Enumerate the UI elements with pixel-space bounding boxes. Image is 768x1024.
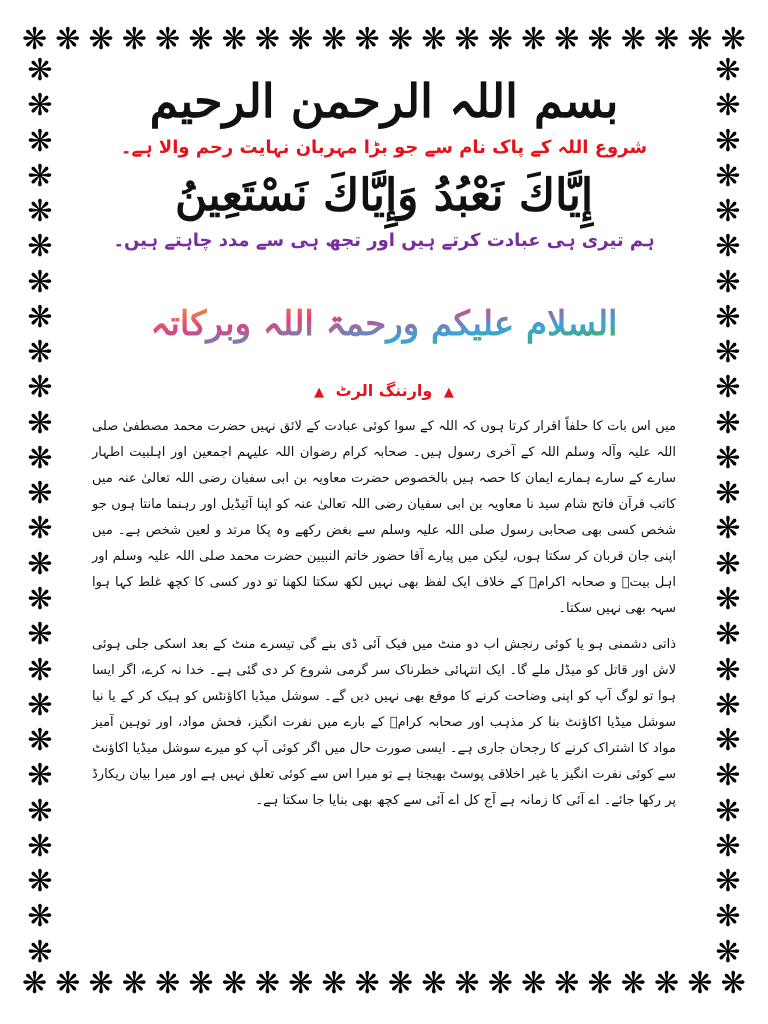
star-ornament-icon: ❋ — [587, 966, 613, 1001]
star-ornament-icon: ❋ — [715, 53, 741, 88]
star-ornament-icon: ❋ — [27, 652, 53, 688]
star-ornament-icon: ❋ — [715, 370, 741, 406]
star-ornament-icon: ❋ — [620, 966, 646, 1001]
star-ornament-icon: ❋ — [654, 22, 680, 57]
star-ornament-icon: ❋ — [715, 758, 741, 794]
bismillah-translation: شروع اللہ کے پاک نام سے جو بڑا مہربان نہایت رحم والا ہے۔ — [120, 136, 648, 158]
star-ornament-icon: ❋ — [715, 546, 741, 582]
star-ornament-icon: ❋ — [27, 123, 53, 159]
star-ornament-icon: ❋ — [554, 966, 580, 1001]
iyyaka-calligraphy: إِيَّاكَ نَعْبُدُ وَإِيَّاكَ نَسْتَعِينُ — [174, 169, 594, 221]
star-ornament-icon: ❋ — [27, 864, 53, 900]
star-ornament-icon: ❋ — [27, 370, 53, 406]
warning-title-text: وارننگ الرٹ — [335, 380, 433, 400]
disclaimer-paragraph: ذاتی دشمنی ہو یا کوئی رنجش اب دو منٹ میں فیک آئی ڈی بنے گی تیسرے منٹ کے بعد اسکی جلی ہوئی لاش اور قاتل کو میڈل ملے گا۔ ایک انتہائی خطرناک سر گرمی شروع کر دی گئی ہے۔ خدا نہ کرے، اگر ایسا ہوا تو لوگ آپ کو اپنی وضاحت کرنے کا موقع بھی نہیں دیں گے۔ سوشل میڈیا اکاؤنٹس کو ہیک کر کے یا نیا سوشل میڈیا اکاؤنٹ بنا کر مذہب اور صحابہ کرامؓ کے بارے میں نفرت انگیز، فحش مواد، اور توہین آمیز مواد کا اشتراک کرنے کا رجحان جاری ہے۔ ایسی صورت حال میں اگر کوئی آپ کو میرے سوشل میڈیا اکاؤنٹ سے کوئی نفرت انگیز یا غیر اخلاقی پوسٹ بھیجتا ہے تو میرا اس سے کوئی تعلق نہیں ہے اور میرا بیان ریکارڈ پر رکھا جائے۔ اے آئی کا زمانہ ہے آج کل اے آئی سے کچھ بھی بنایا جا سکتا ہے۔ — [92, 636, 676, 808]
star-ornament-icon: ❋ — [587, 22, 613, 57]
iyyaka-translation: ہم تیری ہی عبادت کرتے ہیں اور تجھ ہی سے مدد چاہتے ہیں۔ — [113, 229, 655, 251]
star-ornament-icon: ❋ — [188, 966, 214, 1001]
star-ornament-icon: ❋ — [520, 22, 547, 57]
star-ornament-icon: ❋ — [55, 22, 81, 57]
star-ornament-icon: ❋ — [715, 158, 741, 194]
star-ornament-icon: ❋ — [155, 966, 181, 1001]
star-ornament-icon: ❋ — [288, 966, 314, 1001]
star-ornament-icon: ❋ — [27, 828, 53, 864]
star-ornament-icon: ❋ — [27, 546, 53, 582]
left-border — [22, 53, 58, 970]
star-ornament-icon: ❋ — [88, 966, 114, 1001]
star-ornament-icon: ❋ — [715, 194, 741, 230]
star-ornament-icon: ❋ — [354, 966, 380, 1001]
star-ornament-icon: ❋ — [715, 511, 741, 547]
star-ornament-icon: ❋ — [715, 440, 741, 476]
star-ornament-icon: ❋ — [27, 581, 53, 617]
star-ornament-icon: ❋ — [321, 966, 347, 1001]
star-ornament-icon: ❋ — [715, 335, 741, 371]
star-ornament-icon: ❋ — [27, 264, 53, 300]
star-ornament-icon: ❋ — [27, 617, 53, 653]
star-ornament-icon: ❋ — [288, 22, 314, 57]
star-ornament-icon: ❋ — [715, 793, 741, 829]
star-ornament-icon: ❋ — [720, 22, 746, 57]
star-ornament-icon: ❋ — [487, 22, 513, 57]
star-ornament-icon: ❋ — [27, 194, 53, 230]
document-content — [78, 64, 690, 960]
star-ornament-icon: ❋ — [27, 405, 53, 441]
star-ornament-icon: ❋ — [354, 22, 380, 57]
star-ornament-icon: ❋ — [687, 22, 713, 57]
star-ornament-icon: ❋ — [421, 22, 447, 57]
star-ornament-icon: ❋ — [387, 22, 414, 57]
star-ornament-icon: ❋ — [421, 966, 447, 1001]
star-ornament-icon: ❋ — [27, 511, 53, 547]
star-ornament-icon: ❋ — [654, 966, 680, 1001]
warning-title — [78, 381, 690, 400]
star-ornament-icon: ❋ — [715, 934, 741, 970]
star-ornament-icon: ❋ — [715, 652, 741, 688]
star-ornament-icon: ❋ — [27, 899, 53, 935]
star-ornament-icon: ❋ — [387, 966, 414, 1001]
star-ornament-icon: ❋ — [715, 299, 741, 335]
star-ornament-icon: ❋ — [27, 793, 53, 829]
star-ornament-icon: ❋ — [254, 22, 280, 57]
star-ornament-icon: ❋ — [221, 966, 247, 1001]
star-ornament-icon: ❋ — [22, 22, 48, 57]
warning-light-icon: ▲ — [314, 384, 325, 400]
star-ornament-icon: ❋ — [27, 229, 53, 265]
star-ornament-icon: ❋ — [715, 723, 741, 759]
star-ornament-icon: ❋ — [27, 53, 53, 88]
star-ornament-icon: ❋ — [715, 828, 741, 864]
star-ornament-icon: ❋ — [715, 229, 741, 265]
star-ornament-icon: ❋ — [254, 966, 280, 1001]
star-ornament-icon: ❋ — [27, 299, 53, 335]
star-ornament-icon: ❋ — [454, 22, 480, 57]
right-border — [710, 53, 746, 970]
star-ornament-icon: ❋ — [55, 966, 81, 1001]
star-ornament-icon: ❋ — [715, 581, 741, 617]
star-ornament-icon: ❋ — [715, 617, 741, 653]
bismillah-calligraphy: بسم اللہ الرحمن الرحیم — [149, 74, 619, 128]
salam-calligraphy — [150, 269, 618, 369]
star-ornament-icon: ❋ — [27, 723, 53, 759]
top-border — [22, 22, 746, 58]
star-ornament-icon: ❋ — [121, 966, 147, 1001]
warning-light-icon: ▲ — [443, 384, 454, 400]
star-ornament-icon: ❋ — [715, 476, 741, 512]
salam-text: السلام علیکم ورحمۃ اللہ وبرکاتہ — [150, 303, 618, 344]
star-ornament-icon: ❋ — [715, 687, 741, 723]
star-ornament-icon: ❋ — [221, 22, 247, 57]
star-ornament-icon: ❋ — [715, 405, 741, 441]
star-ornament-icon: ❋ — [22, 966, 48, 1001]
star-ornament-icon: ❋ — [454, 966, 480, 1001]
star-ornament-icon: ❋ — [27, 758, 53, 794]
salam-calligraphy-graphic — [150, 269, 618, 369]
star-ornament-icon: ❋ — [554, 22, 580, 57]
star-ornament-icon: ❋ — [620, 22, 646, 57]
star-ornament-icon: ❋ — [27, 687, 53, 723]
star-ornament-icon: ❋ — [188, 22, 214, 57]
star-ornament-icon: ❋ — [27, 476, 53, 512]
star-ornament-icon: ❋ — [27, 88, 53, 124]
star-ornament-icon: ❋ — [715, 264, 741, 300]
star-ornament-icon: ❋ — [715, 864, 741, 900]
star-ornament-icon: ❋ — [27, 158, 53, 194]
star-ornament-icon: ❋ — [88, 22, 114, 57]
star-ornament-icon: ❋ — [715, 899, 741, 935]
bottom-border — [22, 966, 746, 1002]
star-ornament-icon: ❋ — [27, 335, 53, 371]
star-ornament-icon: ❋ — [27, 934, 53, 970]
star-ornament-icon: ❋ — [121, 22, 147, 57]
star-ornament-icon: ❋ — [487, 966, 513, 1001]
star-ornament-icon: ❋ — [321, 22, 347, 57]
star-ornament-icon: ❋ — [687, 966, 713, 1001]
star-ornament-icon: ❋ — [520, 966, 547, 1001]
star-ornament-icon: ❋ — [27, 440, 53, 476]
declaration-paragraph: میں اس بات کا حلفاً اقرار کرتا ہوں کہ اللہ کے سوا کوئی عبادت کے لائق نہیں حضرت محمد مصطفیٰ صلی اللہ علیہ وآلہ وسلم اللہ کے آخری رسول ہیں۔ صحابہ کرام رضوان اللہ علیہم اجمعین اور اہلبیت اطہار سارے کے سارے ہمارے ایمان کا حصہ ہیں بالخصوص حضرت معاویہ بن ابی سفیان رضی اللہ تعالیٰ عنہ میں کاتب قرآن فاتح شام سید نا معاویہ بن ابی سفیان رضی اللہ تعالیٰ عنہ کو اپنا آئیڈیل اور رہنما مانتا ہوں جو شخص کسی بھی صحابی رسول صلی اللہ علیہ وسلم سے بغض رکھے وہ پکا مرتد و لعین شخص ہے۔ میں اپنی جان قربان کر سکتا ہوں، لیکن میں پیارے آقا حضور خاتم النبیین حضرت محمد صلی اللہ علیہ وسلم اور اہل بیتؓ و صحابہ اکرامؓ کے خلاف ایک لفظ بھی نہیں لکھ سکتا لکھنا تو دور کسی کا کچھ غلط کہا ہوا سہہ بھی نہیں سکتا۔ — [92, 418, 676, 616]
star-ornament-icon: ❋ — [715, 123, 741, 159]
star-ornament-icon: ❋ — [720, 966, 746, 1001]
star-ornament-icon: ❋ — [715, 88, 741, 124]
star-ornament-icon: ❋ — [155, 22, 181, 57]
